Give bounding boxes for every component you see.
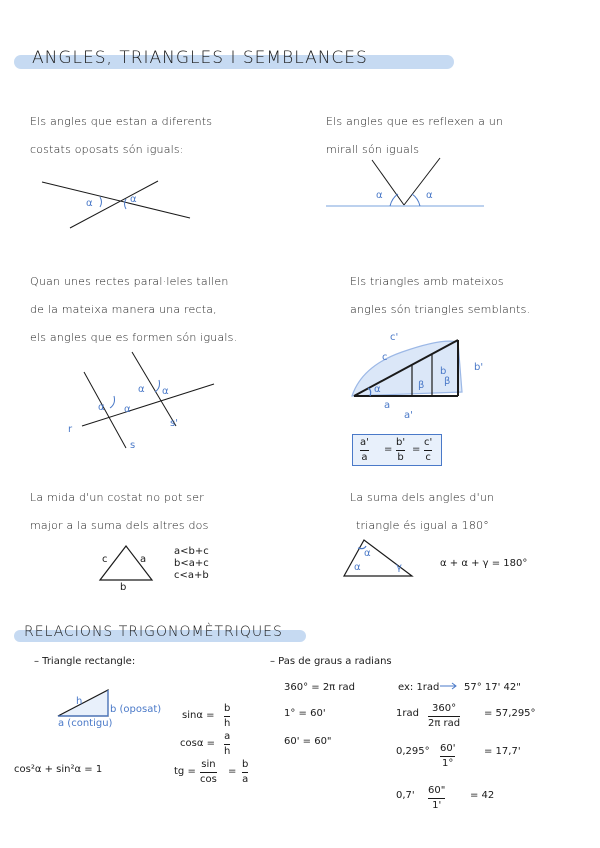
c2-frac: $\frac{60'}{1^\circ}$ — [440, 743, 456, 769]
beta-label: β — [418, 380, 425, 391]
b-prime-label: b' — [474, 362, 484, 373]
conversion-arrow — [440, 683, 456, 689]
cos-lhs: cosα = — [180, 738, 215, 749]
example-result: 57° 17' 42" — [464, 682, 521, 693]
right-triangle — [58, 690, 108, 716]
c-label: c — [382, 352, 388, 363]
alpha-label: α — [130, 194, 137, 205]
line-s-prime-label: s' — [170, 418, 178, 429]
sin-frac: $\frac{b}{h}$ — [224, 703, 231, 729]
alpha-label: α — [374, 384, 381, 395]
angle-sum-text-1: La suma dels angles d'un — [350, 491, 495, 504]
ratio-frac-b: $\frac{b'}{b}$ — [396, 437, 406, 463]
line-r-label: r — [68, 424, 73, 435]
hyp-label: h — [76, 696, 83, 707]
c2-lhs: 0,295° — [396, 746, 430, 757]
similar-text-1: Els triangles amb mateixos — [350, 275, 504, 288]
ineq-line-3: c<a+b — [174, 570, 209, 581]
b-label: b — [440, 366, 447, 377]
c-prime-label: c' — [390, 332, 399, 343]
ratio-eq: = — [384, 444, 393, 455]
identity: cos²α + sin²α = 1 — [14, 764, 103, 775]
inequality-text-1: La mida d'un costat no pot ser — [30, 491, 204, 504]
ineq-line-2: b<a+c — [174, 558, 209, 569]
reflected-text-1: Els angles que es reflexen a un — [326, 115, 504, 128]
alpha-label: α — [138, 384, 145, 395]
rad-lhs: 1rad — [396, 708, 419, 719]
alpha-label: α — [364, 548, 371, 559]
alpha-label: α — [124, 404, 131, 415]
alpha-label: α — [426, 190, 433, 201]
alpha-label: α — [86, 198, 93, 209]
alpha-label: α — [376, 190, 383, 201]
tg-lhs: tg = — [174, 766, 196, 777]
angle-sum-text-2: triangle és igual a 180° — [356, 519, 489, 532]
reflected-text-2: mirall són iguals — [326, 143, 420, 156]
alpha-label: α — [162, 386, 169, 397]
conv-line-1: 360° = 2π rad — [284, 682, 355, 693]
rad-frac: 360° 2π rad — [428, 703, 461, 729]
sin-lhs: sinα = — [182, 710, 215, 721]
parallel-text-1: Quan unes rectes paral·leles tallen — [30, 275, 229, 288]
a-label: a — [384, 400, 391, 411]
beta-label: β — [444, 376, 451, 387]
opposite-text-1: Els angles que estan a diferents — [30, 115, 213, 128]
section-title: ANGLES, TRIANGLES I SEMBLANCES — [32, 48, 368, 68]
conv-line-2: 1° = 60' — [284, 708, 326, 719]
example-label: ex: 1rad — [398, 682, 440, 693]
opposite-text-2: costats oposats són iguals: — [30, 143, 184, 156]
ratio-frac-c: $\frac{c'}{c}$ — [424, 437, 433, 463]
c3-result: = 42 — [470, 790, 495, 801]
cos-frac: $\frac{a}{h}$ — [224, 731, 231, 757]
parallel-text-2: de la mateixa manera una recta, — [30, 303, 217, 316]
crossing-lines-diagram — [42, 181, 190, 228]
parallel-text-3: els angles que es formen són iguals. — [30, 331, 238, 344]
side-b-label: b — [120, 582, 127, 593]
conversion-heading: – Pas de graus a radians — [270, 656, 392, 667]
section-title: RELACIONS TRIGONOMÈTRIQUES — [24, 624, 283, 640]
alpha-label: α — [354, 562, 361, 573]
c3-lhs: 0,7' — [396, 790, 415, 801]
ratio-eq: = — [412, 444, 421, 455]
line-s-label: s — [130, 440, 136, 451]
side-c-label: c — [102, 554, 108, 565]
similar-text-2: angles són triangles semblants. — [350, 303, 531, 316]
reflection-diagram — [326, 158, 484, 206]
angle-sum-formula: α + α + γ = 180° — [440, 558, 528, 569]
ineq-line-1: a<b+c — [174, 546, 209, 557]
tg-frac-2: $\frac{b}{a}$ — [242, 759, 249, 785]
tg-frac-1: $\frac{\sin}{\cos}$ — [200, 759, 217, 785]
conv-line-3: 60' = 60" — [284, 736, 332, 747]
side-a-label: a — [140, 554, 147, 565]
c3-frac: $\frac{60"}{1'}$ — [428, 785, 446, 811]
parallel-lines-diagram — [82, 352, 214, 448]
gamma-label: γ — [396, 562, 402, 573]
right-triangle-heading: – Triangle rectangle: — [34, 656, 136, 667]
adjacent-label: a (contigu) — [58, 718, 113, 729]
alpha-label: α — [98, 402, 105, 413]
rad-result: = 57,295° — [484, 708, 536, 719]
tg-eq: = — [228, 766, 237, 777]
inequality-text-2: major a la suma dels altres dos — [30, 519, 209, 532]
ratio-frac-a: $\frac{a'}{a}$ — [360, 437, 369, 463]
opposite-label: b (oposat) — [110, 704, 162, 715]
a-prime-label: a' — [404, 410, 413, 421]
c2-result: = 17,7' — [484, 746, 521, 757]
